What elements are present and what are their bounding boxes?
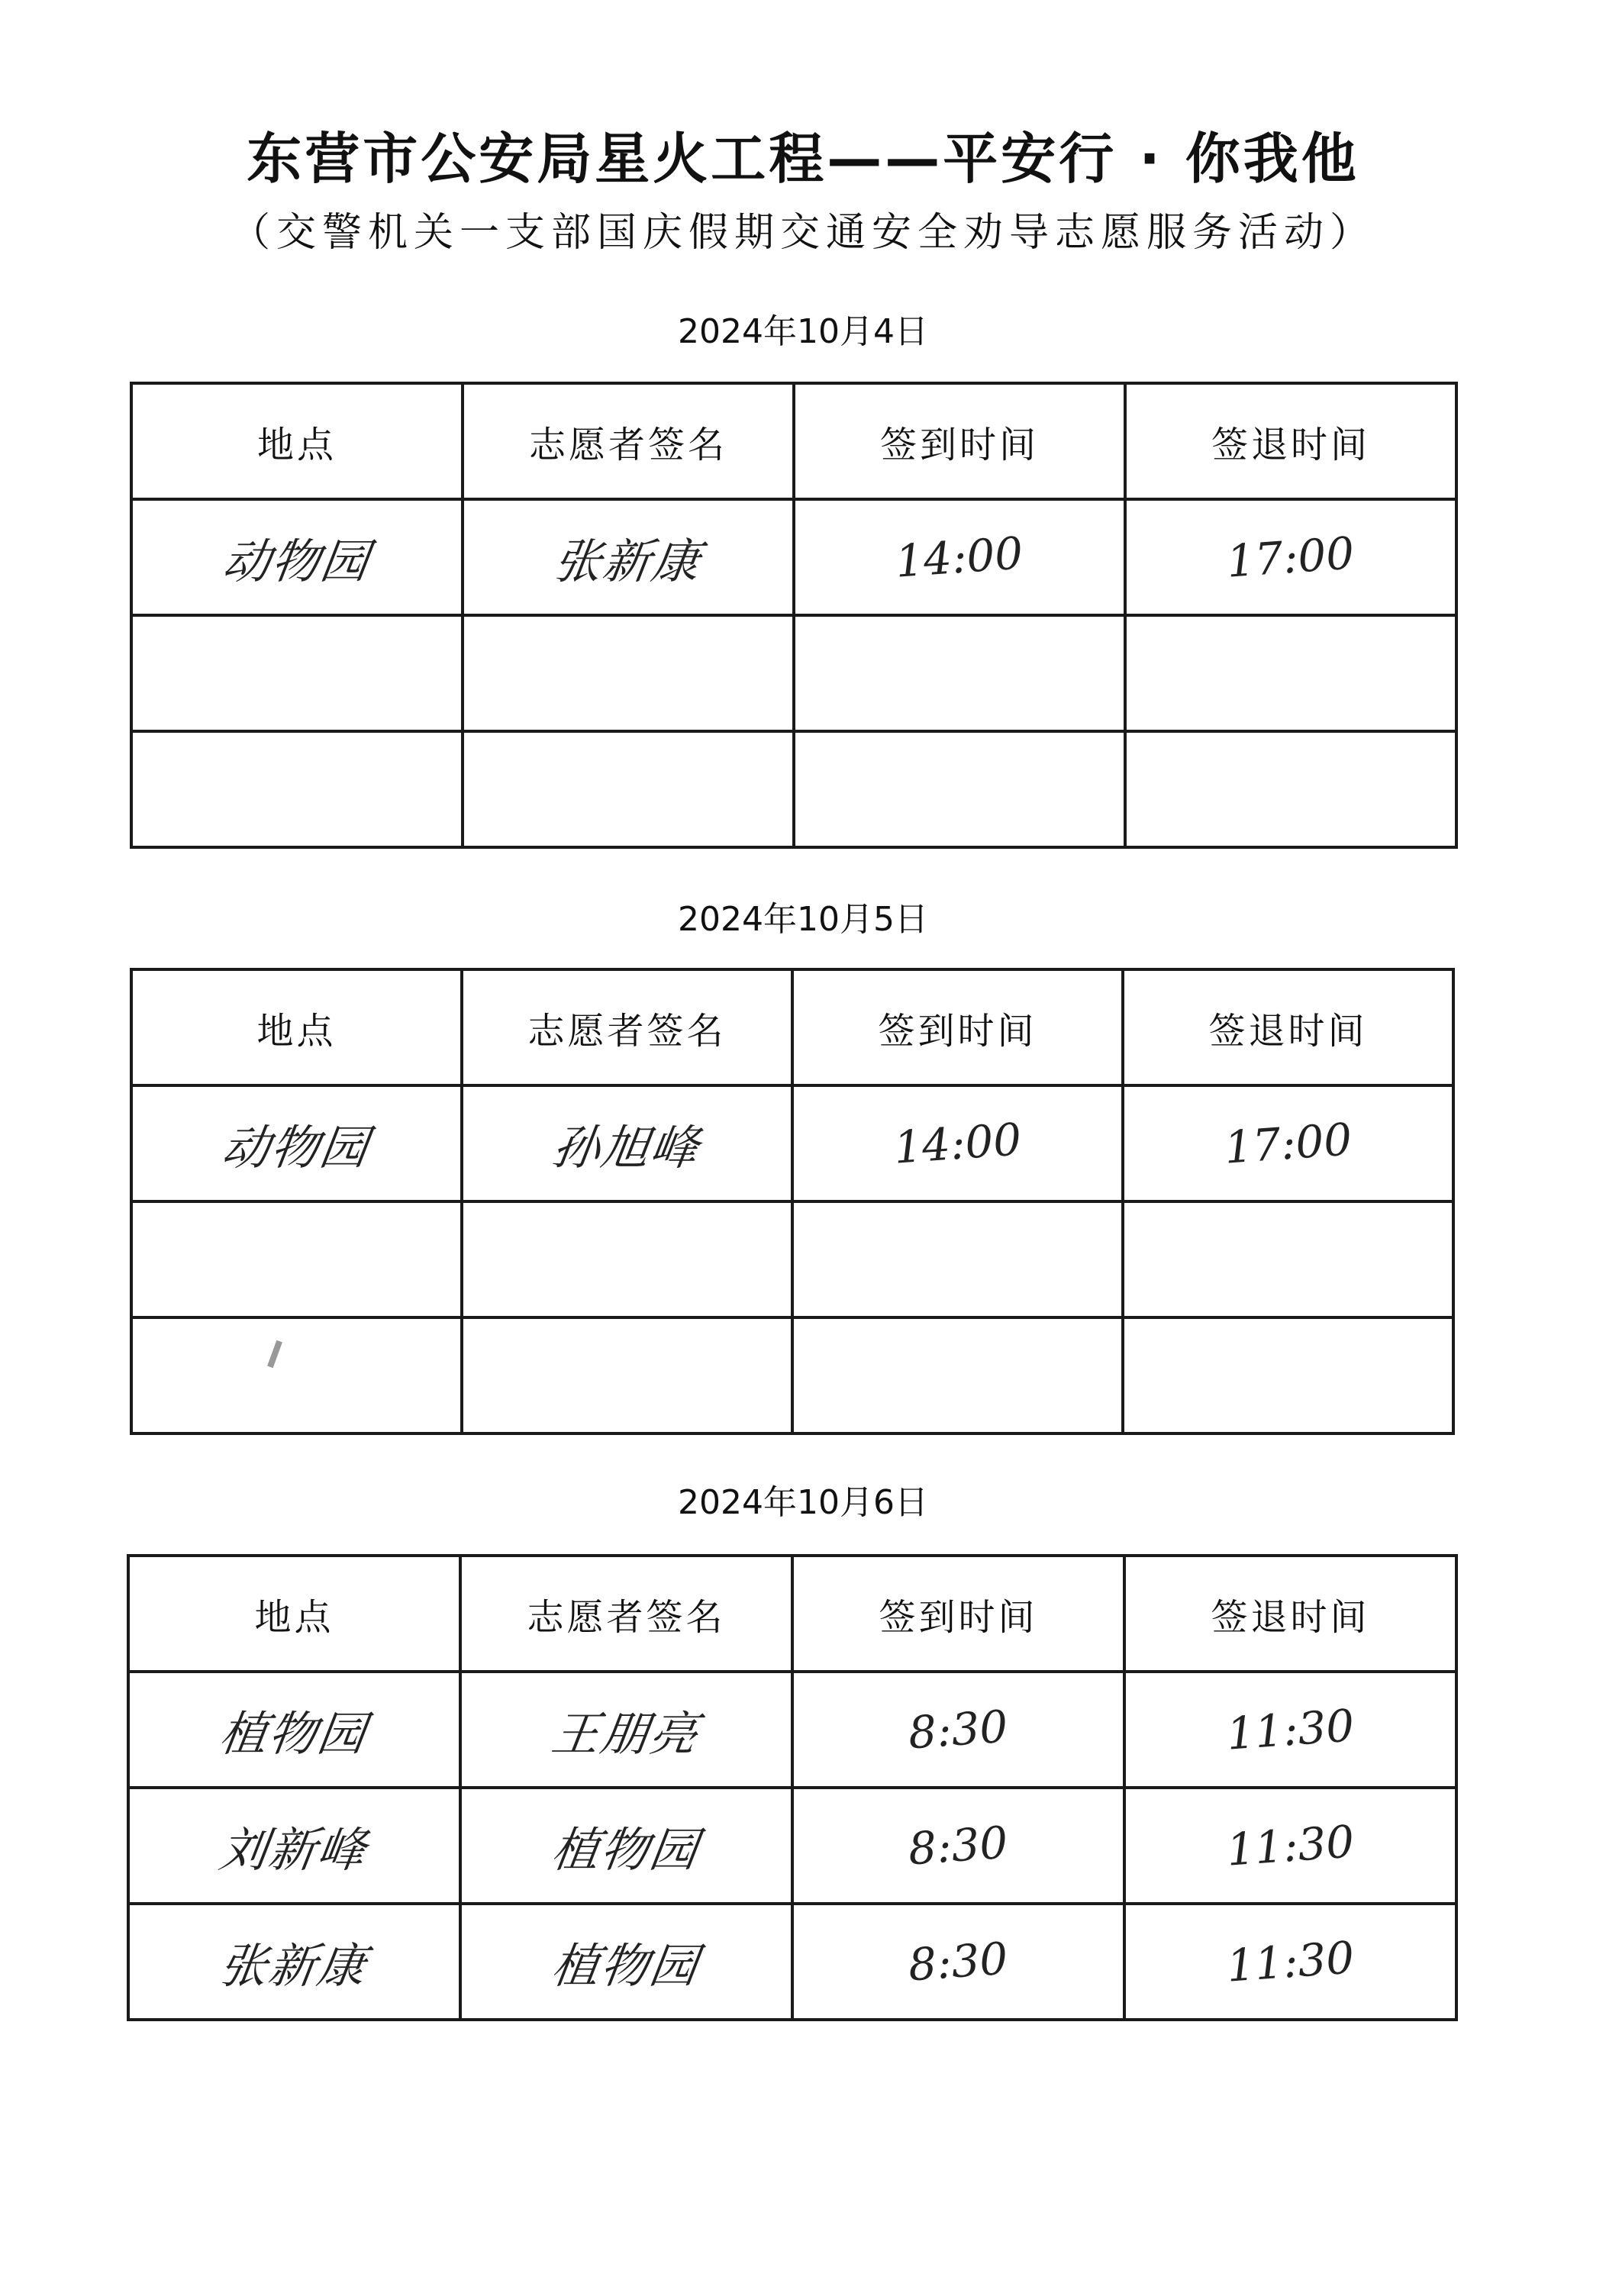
- location-cell: [128, 1904, 460, 2020]
- sign-in-cell: [792, 1201, 1123, 1317]
- sign-in-cell: [794, 499, 1125, 615]
- column-header-sign-in: 签到时间: [792, 969, 1123, 1085]
- attendance-table-day-2: [130, 968, 1455, 1435]
- sign-in-cell: [794, 615, 1125, 731]
- signature-cell: [462, 1317, 792, 1433]
- handwritten-sign-out-time: 17:00: [1225, 527, 1356, 588]
- signature-cell: [460, 1788, 792, 1904]
- table-row: [131, 1317, 1453, 1433]
- table-row: [131, 499, 1456, 615]
- sign-out-cell: [1124, 1788, 1456, 1904]
- sign-out-cell: [1125, 731, 1456, 847]
- handwritten-location: 植物园: [216, 1705, 371, 1762]
- handwritten-signature: 张新康: [550, 533, 705, 589]
- date-heading-day-3: 2024年10月6日: [678, 1483, 928, 1522]
- table-row: [131, 1085, 1453, 1201]
- handwritten-location: 刘新峰: [216, 1821, 371, 1878]
- handwritten-sign-out-time: 11:30: [1224, 1931, 1356, 1992]
- handwritten-sign-out-time: 11:30: [1224, 1815, 1356, 1876]
- table-header-row: [128, 1556, 1456, 1672]
- page-subtitle: （交警机关一支部国庆假期交通安全劝导志愿服务活动）: [230, 210, 1375, 256]
- column-header-location: 地点: [131, 969, 462, 1085]
- signature-cell: [463, 499, 794, 615]
- signature-cell: [462, 1201, 792, 1317]
- handwritten-sign-in-time: 14:00: [892, 1113, 1024, 1174]
- table-row: [131, 1201, 1453, 1317]
- sign-in-cell: [792, 1904, 1124, 2020]
- date-heading-day-1: 2024年10月4日: [678, 312, 928, 351]
- column-header-location: 地点: [128, 1556, 460, 1672]
- handwritten-location: 动物园: [218, 1119, 373, 1175]
- sign-in-cell: [794, 731, 1125, 847]
- column-header-sign-in: 签到时间: [792, 1556, 1124, 1672]
- signature-cell: [463, 731, 794, 847]
- sign-in-cell: [792, 1788, 1124, 1904]
- sign-out-cell: [1125, 499, 1456, 615]
- handwritten-signature: 孙旭峰: [549, 1119, 704, 1175]
- sign-out-cell: [1123, 1317, 1453, 1433]
- location-cell: [131, 1317, 462, 1433]
- location-cell: [128, 1788, 460, 1904]
- handwritten-location: 张新康: [216, 1937, 371, 1994]
- handwritten-sign-in-time: 8:30: [907, 1816, 1010, 1875]
- location-cell: [131, 615, 463, 731]
- signature-cell: [462, 1085, 792, 1201]
- sign-out-cell: [1123, 1085, 1453, 1201]
- location-cell: [131, 731, 463, 847]
- sign-out-cell: [1124, 1672, 1456, 1788]
- column-header-sign-out: 签退时间: [1123, 969, 1453, 1085]
- page-title: 东营市公安局星火工程——平安行 · 你我他: [247, 127, 1359, 191]
- handwritten-signature: 植物园: [548, 1821, 703, 1878]
- column-header-sign-out: 签退时间: [1124, 1556, 1456, 1672]
- sign-out-cell: [1125, 615, 1456, 731]
- sign-in-cell: [792, 1672, 1124, 1788]
- location-cell: [128, 1672, 460, 1788]
- table-row: [131, 731, 1456, 847]
- signature-cell: [460, 1904, 792, 2020]
- location-cell: [131, 1085, 462, 1201]
- sign-out-cell: [1124, 1904, 1456, 2020]
- handwritten-sign-in-time: 8:30: [907, 1932, 1010, 1991]
- table-row: [128, 1672, 1456, 1788]
- signature-cell: [460, 1672, 792, 1788]
- signature-cell: [463, 615, 794, 731]
- table-header-row: [131, 969, 1453, 1085]
- sign-out-cell: [1123, 1201, 1453, 1317]
- column-header-location: 地点: [131, 383, 463, 499]
- handwritten-signature: 植物园: [548, 1937, 703, 1994]
- handwritten-sign-out-time: 17:00: [1222, 1113, 1354, 1174]
- sign-in-cell: [792, 1085, 1123, 1201]
- column-header-signature: 志愿者签名: [463, 383, 794, 499]
- column-header-sign-in: 签到时间: [794, 383, 1125, 499]
- handwritten-signature: 王朋亮: [548, 1705, 703, 1762]
- handwritten-sign-out-time: 11:30: [1224, 1699, 1356, 1760]
- attendance-table-day-1: [130, 382, 1458, 849]
- table-header-row: [131, 383, 1456, 499]
- column-header-signature: 志愿者签名: [462, 969, 792, 1085]
- table-row: [128, 1904, 1456, 2020]
- location-cell: [131, 499, 463, 615]
- column-header-signature: 志愿者签名: [460, 1556, 792, 1672]
- attendance-table-day-3: [127, 1554, 1458, 2021]
- column-header-sign-out: 签退时间: [1125, 383, 1456, 499]
- handwritten-location: 动物园: [219, 533, 374, 589]
- location-cell: [131, 1201, 462, 1317]
- table-row: [131, 615, 1456, 731]
- handwritten-sign-in-time: 8:30: [907, 1700, 1010, 1759]
- date-heading-day-2: 2024年10月5日: [678, 900, 928, 939]
- handwritten-sign-in-time: 14:00: [894, 527, 1025, 588]
- table-row: [128, 1788, 1456, 1904]
- sign-in-cell: [792, 1317, 1123, 1433]
